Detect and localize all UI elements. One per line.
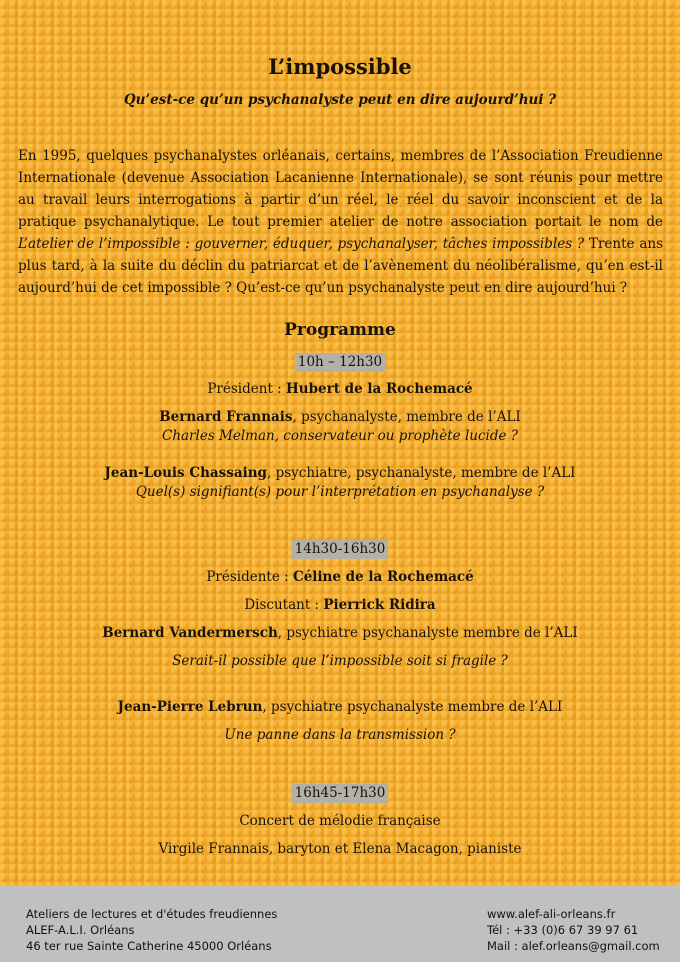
session1-time-row (0, 353, 680, 372)
session3-time: 16h45-17h30 (292, 784, 389, 803)
page-title: L’impossible (268, 54, 412, 79)
footer-org-name: ALEF-A.L.I. Orléans (26, 923, 135, 937)
footer-website-link[interactable]: www.alef-ali-orleans.fr (487, 907, 616, 921)
session3-time-row (0, 784, 680, 803)
session2-discussant-label: Discutant : (244, 597, 324, 613)
footer-org-description: Ateliers de lectures et d'études freudiennes (26, 907, 278, 921)
session2-talk2-speaker-row (0, 699, 680, 715)
session2-talk1-speaker: Bernard Vandermersch (102, 625, 278, 641)
session2-discussant-name: Pierrick Ridira (323, 597, 436, 613)
session1-time: 10h – 12h30 (295, 353, 385, 372)
session2-talk2-title: Une panne dans la transmission ? (224, 727, 456, 743)
session2-chair-name: Céline de la Rochemacé (292, 569, 474, 585)
footer-address: 46 ter rue Sainte Catherine 45000 Orléans (26, 939, 272, 953)
session1-talk1-speaker: Bernard Frannais (159, 409, 293, 425)
intro-paragraph (18, 145, 663, 299)
session2-talk1-speaker-row (0, 625, 680, 641)
session1-talk2-title: Quel(s) signifiant(s) pour l’interprétation en psychanalyse ? (135, 484, 545, 500)
session1-talk1-title: Charles Melman, conservateur ou prophète lucide ? (161, 428, 518, 444)
footer-address-block (26, 906, 277, 954)
page-subtitle: Qu’est-ce qu’un psychanalyste peut en dire aujourd’hui ? (123, 92, 557, 108)
session2-talk2-speaker: Jean-Pierre Lebrun (117, 699, 263, 715)
session2-chair-label: Présidente : (206, 569, 293, 585)
footer (0, 885, 680, 962)
session2-talk1-title: Serait-il possible que l’impossible soit si fragile ? (172, 653, 508, 669)
session1-talk2-speaker-row (0, 465, 680, 481)
session3-performers: Virgile Frannais, baryton et Elena Macagon, pianiste (158, 841, 522, 857)
session2-discussant (0, 597, 680, 613)
intro-italic-text: L’atelier de l’impossible : gouverner, éduquer, psychanalyser, tâches impossibles ? (18, 236, 585, 252)
footer-phone: Tél : +33 (0)6 67 39 97 61 (487, 923, 639, 937)
session3-concert: Concert de mélodie française (239, 813, 441, 829)
programme-title: Programme (284, 320, 396, 340)
session1-talk1-speaker-row (0, 409, 680, 425)
session1-chair-name: Hubert de la Rochemacé (286, 381, 473, 397)
session1-talk2-speaker: Jean-Louis Chassaing (104, 465, 267, 481)
footer-contact-block (487, 906, 660, 954)
session2-chair (0, 569, 680, 585)
session2-talk1-role: , psychiatre psychanalyste membre de l’ALI (277, 625, 578, 641)
footer-email-link[interactable]: Mail : alef.orleans@gmail.com (487, 939, 660, 953)
session2-time: 14h30-16h30 (292, 540, 389, 559)
intro-text-1: En 1995, quelques psychanalystes orléanais, certains, membres de l’Association Freudienne Internationale (devenue Association Lacanienne Internationale), se sont réunis pour mettre au travail leurs interrogations à partir d’un réel, le réel du savoir inconscient et de la pratique psychanalytique. Le tout premier atelier de notre association portait le nom de (18, 148, 663, 230)
session1-talk2-role: , psychiatre, psychanalyste, membre de l’ALI (267, 465, 576, 481)
intro-text-2: Trente ans plus tard, à la suite du déclin du patriarcat et de l’avènement du néolibéralisme, qu’en est-il aujourd’hui de cet impossible ? Qu’est-ce qu’un psychanalyste peut en dire aujourd’hui ? (18, 236, 664, 296)
session2-talk2-role: , psychiatre psychanalyste membre de l’ALI (262, 699, 563, 715)
session1-chair-label: Président : (207, 381, 286, 397)
session2-time-row (0, 540, 680, 559)
session1-talk1-role: , psychanalyste, membre de l’ALI (292, 409, 521, 425)
session1-chair (0, 381, 680, 397)
